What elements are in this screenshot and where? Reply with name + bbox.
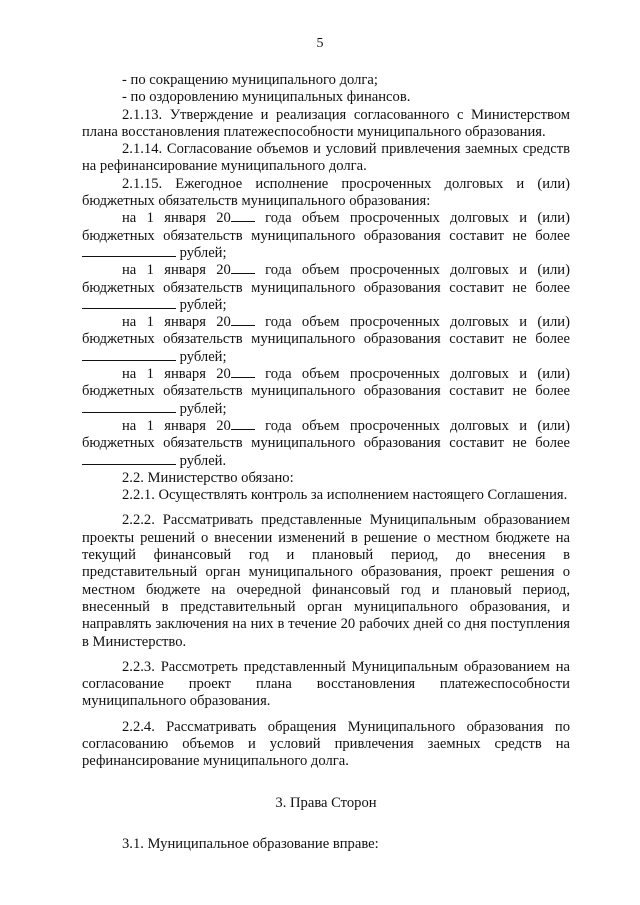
amount-blank-field	[82, 453, 176, 465]
paragraph-2-1-15: 2.1.15. Ежегодное исполнение просроченных долговых и (или) бюджетных обязательств муниципального образования:	[82, 175, 570, 210]
year-blank-field	[231, 262, 255, 274]
paragraph-3-1: 3.1. Муниципальное образование вправе:	[122, 835, 379, 852]
paragraph-2-1-14: 2.1.14. Согласование объемов и условий привлечения заемных средств на рефинансирование муниципального долга.	[82, 141, 570, 175]
page-number: 5	[316, 36, 324, 51]
section-heading: 3. Права Сторон	[275, 794, 377, 811]
year-item: на 1 января 20 года объем просроченных долговых и (или) бюджетных обязательств муниципального образования составит не более рублей;	[82, 366, 570, 417]
year-item: на 1 января 20 года объем просроченных долговых и (или) бюджетных обязательств муниципального образования составит не более рублей;	[82, 210, 570, 261]
amount-blank-field	[82, 297, 176, 309]
year-item: на 1 января 20 года объем просроченных долговых и (или) бюджетных обязательств муниципального образования составит не более рублей.	[82, 417, 570, 469]
year-blank-field	[231, 366, 255, 378]
paragraph-2-2: 2.2. Министерство обязано:	[122, 469, 294, 486]
paragraph-2-2-1: 2.2.1. Осуществлять контроль за исполнением настоящего Соглашения.	[122, 487, 568, 504]
amount-blank-field	[82, 245, 176, 257]
year-blank-field	[231, 418, 255, 430]
paragraph-2-2-2: 2.2.2. Рассматривать представленные Муниципальным образованием проекты решений о внесении изменений в решение о местном бюджете на текущий финансовый год и плановый период, до внесения в представительный орган муниципального образования, проект решения о местном бюджете на очередной финансовый год и плановый период, внесенный в представительный орган муниципального образования, и направлять заключения на них в течение 20 рабочих дней со дня поступления в Министерство.	[82, 512, 570, 650]
amount-blank-field	[82, 349, 176, 361]
paragraph-2-1-13: 2.1.13. Утверждение и реализация согласованного с Министерством плана восстановления платежеспособности муниципального образования.	[82, 106, 570, 140]
amount-blank-field	[82, 401, 176, 413]
paragraph-finance-recovery: - по оздоровлению муниципальных финансов.	[122, 89, 411, 106]
paragraph-2-2-4: 2.2.4. Рассматривать обращения Муниципального образования по согласованию объемов и условий привлечения заемных средств на рефинансирование муниципального долга.	[82, 718, 570, 770]
year-item: на 1 января 20 года объем просроченных долговых и (или) бюджетных обязательств муниципального образования составит не более рублей;	[82, 262, 570, 313]
paragraph-debt-reduction: - по сокращению муниципального долга;	[122, 72, 378, 88]
year-blank-field	[231, 314, 255, 326]
document-body	[82, 72, 570, 853]
year-blank-field	[231, 210, 255, 222]
year-item: на 1 января 20 года объем просроченных долговых и (или) бюджетных обязательств муниципального образования составит не более рублей;	[82, 314, 570, 365]
paragraph-2-2-3: 2.2.3. Рассмотреть представленный Муниципальным образованием на согласование проект плана восстановления платежеспособности муниципального образования.	[82, 658, 570, 710]
